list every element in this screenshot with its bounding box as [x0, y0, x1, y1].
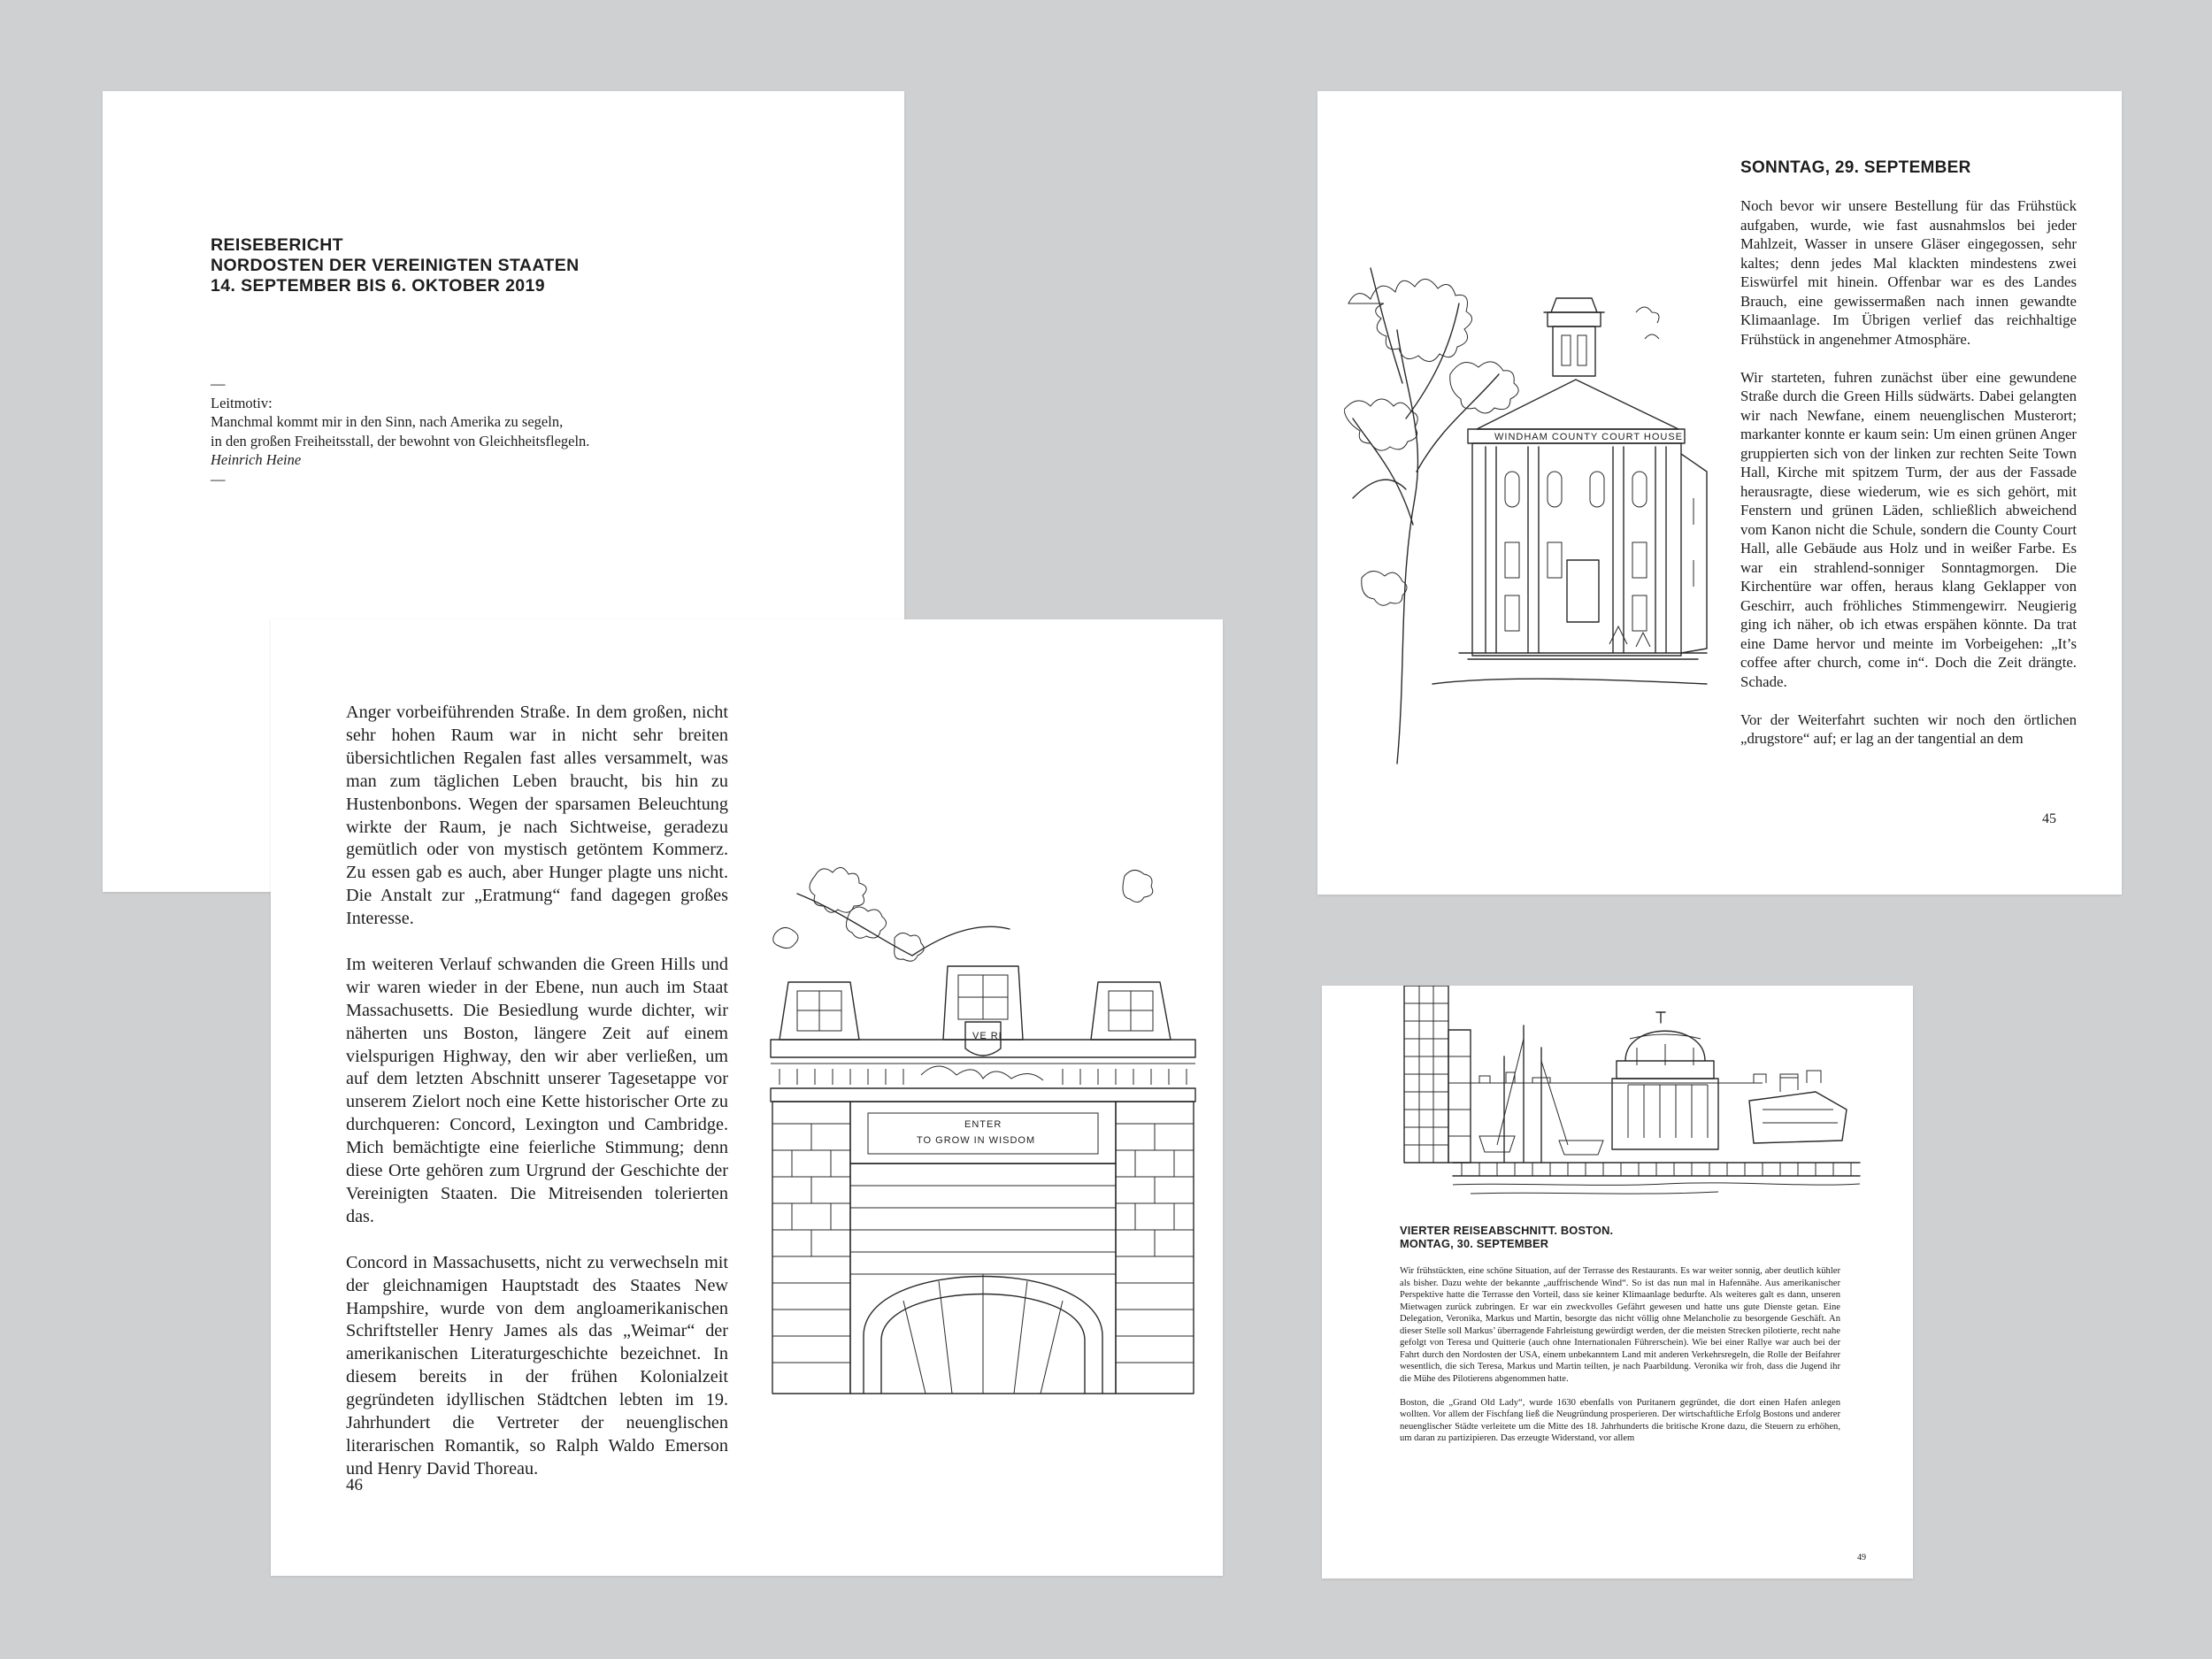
page-49-body	[1400, 1265, 1840, 1445]
motto-dash-bottom: —	[211, 470, 226, 488]
title-line-3: 14. SEPTEMBER BIS 6. OKTOBER 2019	[211, 276, 546, 296]
gate-inscription-line-2: TO GROW IN WISDOM	[917, 1135, 1036, 1146]
section-heading	[1400, 1224, 1613, 1250]
motto-label: Leitmotiv:	[211, 394, 273, 411]
motto-dash-top: —	[211, 375, 226, 392]
title-line-1: REISEBERICHT	[211, 235, 343, 255]
gate-inscription-line-1: ENTER	[964, 1119, 1002, 1130]
svg-text:VE RI: VE RI	[972, 1031, 1002, 1041]
section-heading-line-1: VIERTER REISEABSCHNITT. BOSTON.	[1400, 1224, 1614, 1237]
page-45-body	[1740, 196, 2077, 749]
paragraph: Wir frühstückten, eine schöne Situation, auf der Terrasse des Restaurants. Es war weiter sonnig, aber deutlich kühler als bisher. Dazu wehte der bekannte „auffrischende Wind“. So ist das nun mal in Hafennähe. Aus amerikanischer Perspektive hatte die Terrasse den Vorteil, dass sie keiner Klimaanlage bedurfte. Als weiteres galt es dann, unseren Mietwagen zurück zubringen. Er war ein zweckvolles Gefährt gewesen und hatte uns gute Dienste getan. Eine Delegation, Veronika, Markus und Martin, besorgte das nicht völlig ohne Melancholie zu besorgende Geschäft. An dieser Stelle soll Markus’ überragende Fahrleistung gewürdigt werden, der die meisten Strecken pilotierte, recht nahe gefolgt von Teresa und Quitterie (auch ohne Internationalen Führerschein). Wie bei einer Rallye war auch bei der Fahrt durch den Nordosten der USA, einem unbekanntem Land mit anderen Verkehrsregeln, die Rolle der Beifahrer wesentlich, die sich Teresa, Markus und Martin teilten, je nach Paarbildung. Veronika wir froh, dass die Jugend ihr die Mühe des Pilotierens abgenommen hatte.	[1400, 1266, 1840, 1384]
paragraph: Anger vorbeiführenden Straße. In dem großen, nicht sehr hohen Raum war in nicht sehr breiten übersichtlichen Regalen fast alles versammelt, was man zum täglichen Leben braucht, bis hin zu Hustenbonbons. Wegen der sparsamen Beleuchtung wirkte der Raum, je nach Sichtweise, geradezu gemütlich oder von mystisch getöntem Kommerz. Zu essen gab es auch, aber Hunger plagte uns nicht. Die Anstalt zur „Eratmung“ fand dagegen großes Interesse.	[346, 703, 728, 929]
page-number: 46	[346, 1476, 363, 1494]
section-heading-line-2: MONTAG, 30. SEPTEMBER	[1400, 1237, 1549, 1250]
leitmotiv-block	[211, 374, 589, 488]
paragraph: Im weiteren Verlauf schwanden die Green Hills und wir waren wieder in der Ebene, nun auch im Staat Massachusetts. Die Besiedlung wurde dichter, wir näherten uns Boston, längere Zeit auf einem vielspurigen Highway, den wir aber verließen, um auf dem letzten Abschnitt unserer Tagesetappe vor unserem Zielort noch eine Kette historischer Orte zu durchqueren: Concord, Lexington und Cambridge. Mich bemächtigte eine feierliche Stimmung; denn diese Orte gehören zum Urgrund der Geschichte der Vereinigten Staaten. Die Mitreisenden tolerierten das.	[346, 954, 728, 1226]
paragraph: Wir starteten, fuhren zunächst über eine gewundene Straße durch die Green Hills südwärts. Dabei gelangten wir nach Newfane, einem neuenglischen Musterort; markanter konnte er kaum sein: Um einen grünen Anger gruppierten sich von der linken zur rechten Seite Town Hall, Kirche mit spitzem Turm, der aus der Fassade herausragte, diese wiederum, wie es sich gehört, mit Fenstern und grünen Läden, schließlich abweichend vom Kanon nicht die Schule, sondern die County Court Hall, alle Gebäude aus Holz und in weißer Farbe. Es war ein strahlend-sonniger Sonntagmorgen. Die Kirchentüre war offen, heraus klang Geklapper von Geschirr, auch fröhliches Stimmengewirr. Neugierig ging ich näher, ob ich etwas erspähen könnte. Da trat eine Dame hervor und meinte im Vorbeigehen: „It’s coffee after church, come in“. Doch die Zeit drängte. Schade.	[1740, 368, 2077, 690]
page-45	[1317, 91, 2122, 895]
page-number: 49	[1857, 1553, 1866, 1563]
harvard-gate-illustration	[762, 858, 1204, 1398]
motto-line-2: in den großen Freiheitsstall, der bewohnt von Gleichheitsflegeln.	[211, 432, 590, 449]
motto-author: Heinrich Heine	[211, 451, 302, 468]
day-heading: SONNTAG, 29. SEPTEMBER	[1740, 158, 1971, 177]
report-title	[211, 235, 580, 296]
motto-line-1: Manchmal kommt mir in den Sinn, nach Amerika zu segeln,	[211, 413, 564, 430]
court-house-sign: WINDHAM COUNTY COURT HOUSE	[1494, 432, 1684, 442]
boston-harbor-illustration	[1400, 986, 1864, 1198]
page-46	[271, 619, 1223, 1576]
paragraph: Vor der Weiterfahrt suchten wir noch den örtlichen „drugstore“ auf; er lag an der tangential an dem	[1740, 710, 2077, 747]
page-49	[1322, 986, 1913, 1578]
page-number: 45	[2042, 811, 2056, 826]
court-house-illustration	[1344, 206, 1716, 772]
paragraph: Concord in Massachusetts, nicht zu verwechseln mit der gleichnamigen Hauptstadt des Staates New Hampshire, wurde von dem angloamerikanischen Schriftsteller Henry James als das „Weimar“ der amerikanischen Literaturgeschichte bezeichnet. In diesem bereits in der frühen Kolonialzeit gegründeten idyllischen Städtchen lebten im 19. Jahrhundert die Vertreter der neuenglischen literarischen Romantik, so Ralph Waldo Emerson und Henry David Thoreau.	[346, 1252, 728, 1479]
paragraph: Noch bevor wir unsere Bestellung für das Frühstück aufgaben, wurde, wie fast ausnahmslos bei jeder Mahlzeit, Wasser in unsere Gläser eingegossen, sehr kaltes; denn jedes Mal klackten mindestens zwei Eiswürfel mit hinein. Offenbar war es des Landes Brauch, eine gewissermaßen nach innen gewandte Klimaanlage. Im Übrigen verlief das reichhaltige Frühstück in angenehmer Atmosphäre.	[1740, 197, 2077, 348]
title-line-2: NORDOSTEN DER VEREINIGTEN STAATEN	[211, 256, 580, 275]
paragraph: Boston, die „Grand Old Lady“, wurde 1630 ebenfalls von Puritanern gegründet, die dort einen Hafen anlegen wollten. Vor allem der Fischfang ließ die Neugründung prosperieren. Der wirtschaftliche Erfolg Bostons und anderer neuenglischer Städte verleitete um die Mitte des 18. Jahrhunderts die britische Krone dazu, die Steuern zu erhöhen, um daran zu partizipieren. Das erzeugte Widerstand, vor allem	[1400, 1397, 1840, 1443]
page-46-body	[346, 702, 728, 1481]
